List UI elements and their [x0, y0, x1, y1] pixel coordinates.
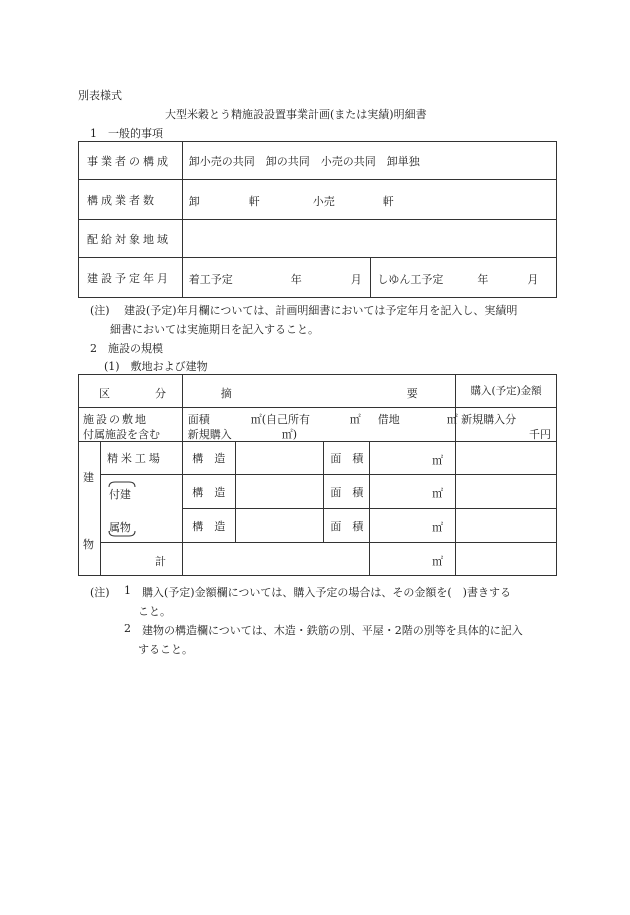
note2-2-line2: すること。 — [138, 643, 193, 656]
member-count-cell — [182, 180, 556, 220]
wholesale-label: 卸 — [188, 195, 200, 208]
row-label-distribution-area: 配給対象地域 — [79, 220, 183, 258]
row-label-composition: 事業者の構成 — [79, 142, 183, 180]
table-row — [79, 142, 557, 180]
note2-1-line1: 購入(予定)金額欄については、購入予定の場合は、その金額を( )書きする — [142, 586, 511, 599]
finish-label: しゆん工予定 — [377, 273, 444, 286]
table-row — [79, 258, 557, 298]
area-value — [370, 475, 456, 509]
finish-date-cell — [371, 258, 557, 298]
structure-label: 構 造 — [182, 442, 235, 475]
structure-label: 構 造 — [182, 509, 235, 543]
site-area-cell — [182, 408, 458, 442]
table-row — [79, 543, 557, 576]
site-unit-yen: 千円 — [529, 428, 551, 441]
header-tekiyou — [182, 375, 455, 408]
composition-value: 卸小売の共同 卸の共同 小売の共同 卸単独 — [182, 142, 556, 180]
note1-line1: 建設(予定)年月欄については、計画明細書においては予定年月を記入し、実績明 — [124, 304, 518, 317]
area-label: 面 積 — [324, 475, 370, 509]
section2-subheading: (1) 敷地および建物 — [104, 360, 208, 373]
note2-2-line1: 建物の構造欄については、木造・鉄筋の別、平屋・2階の別等を具体的に記入 — [142, 624, 523, 637]
start-date-cell — [182, 258, 371, 298]
total-price-value — [456, 543, 557, 576]
site-new-purchase-part: 新規購入分 — [461, 413, 517, 426]
table-row — [79, 408, 557, 442]
site-sqm-2: ㎡ — [349, 413, 361, 426]
site-price-cell — [456, 408, 557, 442]
area-value — [370, 509, 456, 543]
note1-prefix: (注) — [90, 304, 110, 317]
section1-heading: 1 一般的事項 — [90, 127, 163, 140]
note2-1-num: 1 — [124, 584, 131, 597]
structure-value — [235, 509, 324, 543]
site-label-line2: 付属施設を含む — [83, 428, 160, 441]
area-label: 面 積 — [324, 442, 370, 475]
total-empty — [182, 543, 370, 576]
price-value — [456, 509, 557, 543]
building-label-cell — [79, 442, 101, 543]
table-row — [79, 442, 557, 475]
note2-prefix: (注) — [90, 586, 110, 599]
structure-label: 構 造 — [182, 475, 235, 509]
sqm-unit: ㎡ — [432, 555, 444, 568]
total-label: 計 — [154, 555, 166, 568]
table-row — [79, 475, 557, 509]
area-value — [370, 442, 456, 475]
ken-unit-2: 軒 — [382, 195, 394, 208]
general-info-table — [78, 141, 557, 298]
building-label-top: 建 — [83, 471, 94, 484]
finish-month-unit: 月 — [527, 273, 539, 286]
attached-line2: 属物 — [108, 521, 131, 534]
total-area-value — [370, 543, 456, 576]
distribution-area-value — [182, 220, 556, 258]
note2-2-num: 2 — [124, 622, 131, 635]
site-label-line1: 施設の敷地 — [83, 413, 148, 426]
header-teki: 摘 — [220, 387, 232, 400]
structure-value — [235, 475, 324, 509]
ken-unit-1: 軒 — [248, 195, 260, 208]
sqm-unit: ㎡ — [432, 521, 444, 534]
header-kubun-b: 分 — [155, 387, 166, 400]
attached-line1: 付建 — [108, 488, 131, 501]
area-label: 面 積 — [324, 509, 370, 543]
row-label-construction-date: 建設予定年月 — [79, 258, 183, 298]
total-label-cell — [100, 543, 182, 576]
section2-heading: 2 施設の規模 — [90, 342, 163, 355]
site-label-cell — [79, 408, 183, 442]
sqm-unit: ㎡ — [432, 487, 444, 500]
start-label: 着工予定 — [188, 273, 233, 286]
form-label: 別表様式 — [78, 89, 122, 102]
site-new-purchase: 新規購入 — [187, 428, 232, 441]
site-sqm-borrow: ㎡ — [446, 413, 458, 426]
attached-building-label — [100, 475, 182, 543]
header-kubun — [79, 375, 183, 408]
retail-label: 小売 — [312, 195, 335, 208]
header-price: 購入(予定)金額 — [456, 375, 557, 408]
site-borrow-label: 借地 — [377, 413, 400, 426]
table-row — [79, 180, 557, 220]
header-kubun-a: 区 — [99, 387, 110, 400]
note2-1-line2: こと。 — [138, 605, 171, 618]
row-label-member-count: 構成業者数 — [79, 180, 183, 220]
rice-mill-label: 精米工場 — [100, 442, 182, 475]
start-year-unit: 年 — [290, 273, 302, 286]
table-row — [79, 220, 557, 258]
start-month-unit: 月 — [350, 273, 362, 286]
structure-value — [235, 442, 324, 475]
building-label-bottom-cell — [79, 537, 101, 576]
site-sqm-own: ㎡(自己所有 — [250, 413, 311, 426]
site-area-label: 面積 — [187, 413, 210, 426]
price-value — [456, 475, 557, 509]
header-you: 要 — [406, 387, 418, 400]
finish-year-unit: 年 — [477, 273, 489, 286]
building-label-bottom: 物 — [83, 537, 94, 551]
site-sqm-new: ㎡) — [281, 428, 298, 441]
facility-scale-table — [78, 374, 557, 576]
sqm-unit: ㎡ — [432, 454, 444, 467]
table-row — [79, 375, 557, 408]
document-title: 大型米穀とう精施設設置事業計画(または実績)明細書 — [165, 108, 427, 121]
price-value — [456, 442, 557, 475]
note1-line2: 細書においては実施期日を記入すること。 — [110, 323, 319, 336]
